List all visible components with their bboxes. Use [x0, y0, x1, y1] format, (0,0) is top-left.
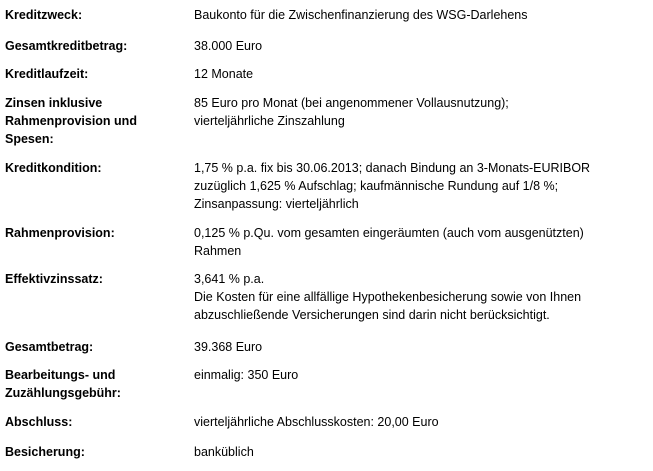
- label-kreditzweck: Kreditzweck:: [5, 8, 83, 22]
- value-rahmenprovision: 0,125 % p.Qu. vom gesamten eingeräumten (auch vom ausgenützten) Rahmen: [194, 226, 584, 258]
- value-gesamtbetrag: 39.368 Euro: [194, 340, 263, 354]
- label-besicherung: Besicherung:: [5, 445, 85, 459]
- value-kreditzweck: Baukonto für die Zwischenfinanzierung des WSG-Darlehens: [194, 8, 528, 22]
- label-zinsen: Zinsen inklusive Rahmenprovision und Spesen:: [5, 96, 137, 146]
- value-effektivzinssatz: 3,641 % p.a. Die Kosten für eine allfällige Hypothekenbesicherung sowie von Ihnen abzuschließende Versicherungen sind darin nicht berücksichtigt.: [194, 272, 582, 322]
- value-kreditlaufzeit: 12 Monate: [194, 67, 254, 81]
- label-bearbeitungsgebuehr: Bearbeitungs- und Zuzählungsgebühr:: [5, 368, 121, 400]
- label-kreditkondition: Kreditkondition:: [5, 161, 102, 175]
- value-zinsen: 85 Euro pro Monat (bei angenommener Vollausnutzung); vierteljährliche Zinszahlung: [194, 96, 509, 128]
- label-rahmenprovision: Rahmenprovision:: [5, 226, 115, 240]
- label-effektivzinssatz: Effektivzinssatz:: [5, 272, 103, 286]
- value-gesamtkreditbetrag: 38.000 Euro: [194, 39, 263, 53]
- label-abschluss: Abschluss:: [5, 415, 73, 429]
- value-abschluss: vierteljährliche Abschlusskosten: 20,00 Euro: [194, 415, 439, 429]
- value-kreditkondition: 1,75 % p.a. fix bis 30.06.2013; danach Bindung an 3-Monats-EURIBOR zuzüglich 1,625 % Aufschlag; kaufmännische Rundung auf 1/8 %; Zinsanpassung: vierteljährlich: [194, 161, 591, 211]
- label-kreditlaufzeit: Kreditlaufzeit:: [5, 67, 89, 81]
- label-gesamtkreditbetrag: Gesamtkreditbetrag:: [5, 39, 128, 53]
- value-bearbeitungsgebuehr: einmalig: 350 Euro: [194, 368, 299, 382]
- label-gesamtbetrag: Gesamtbetrag:: [5, 340, 94, 354]
- value-besicherung: banküblich: [194, 445, 254, 459]
